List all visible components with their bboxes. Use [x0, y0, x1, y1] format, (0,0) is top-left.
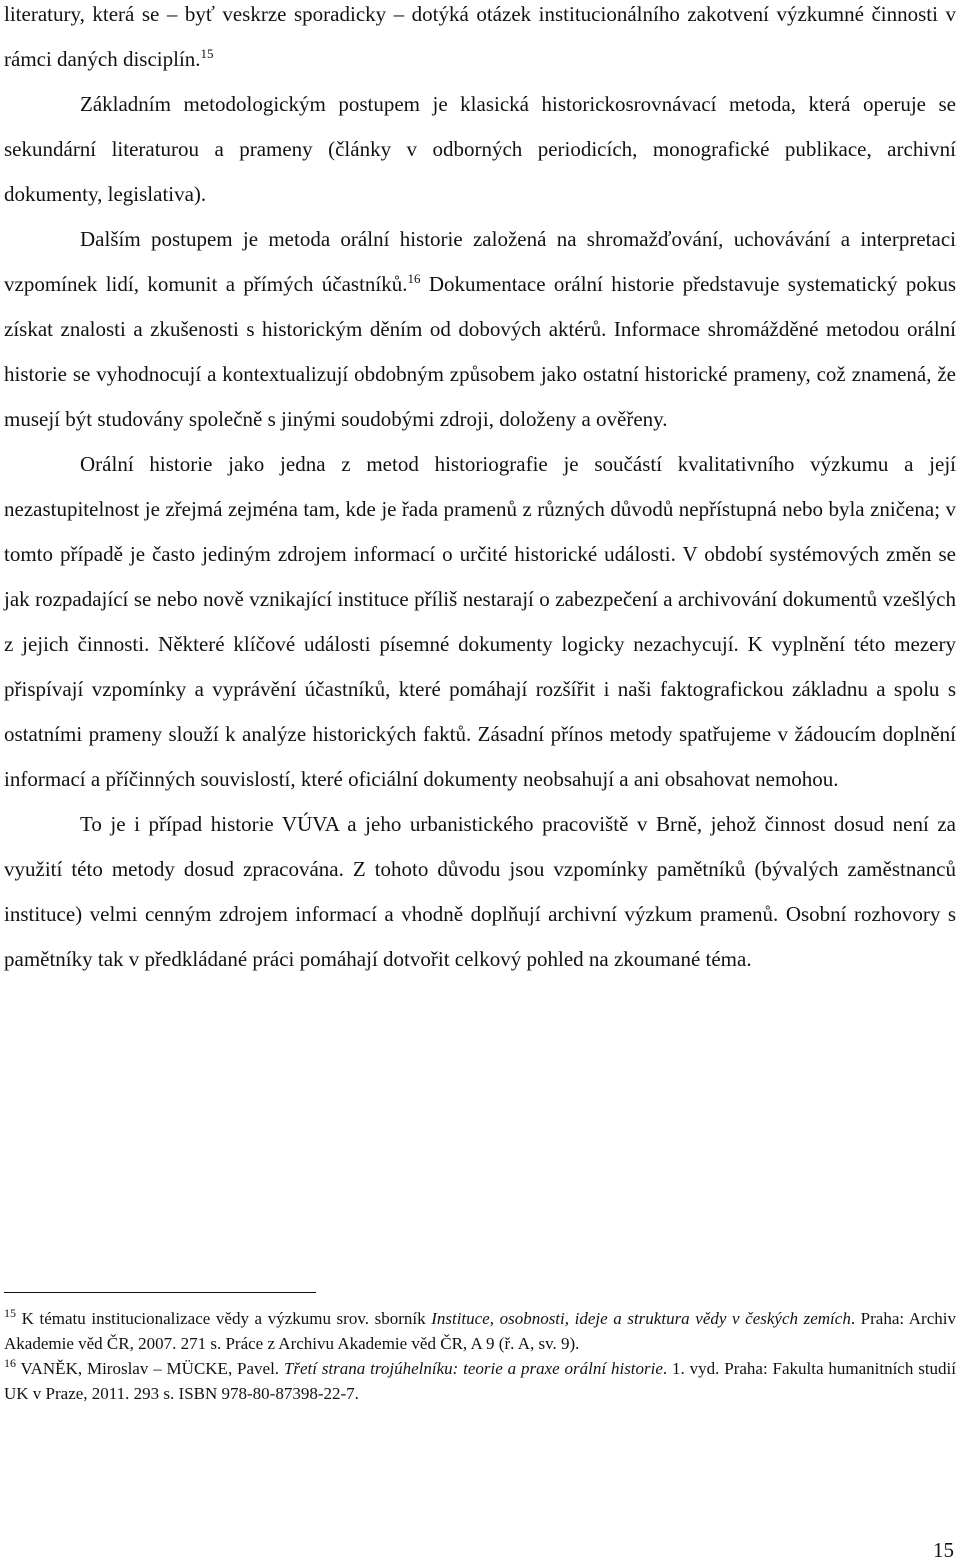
paragraph-text: Dalším postupem je metoda orální historie založená na shromažďování, uchovávání a interpretaci vzpomínek lidí, komunit a přímých účastníků.	[4, 227, 956, 296]
paragraph	[4, 82, 956, 217]
paragraph	[4, 217, 956, 442]
body-text	[4, 0, 956, 982]
footnote-16	[4, 1356, 956, 1406]
footnote-number: 15	[4, 1306, 16, 1320]
footnote-number: 16	[4, 1356, 16, 1370]
footnote-text: VANĚK, Miroslav – MÜCKE, Pavel.	[16, 1359, 284, 1378]
paragraph	[4, 442, 956, 802]
footnote-text: . Praha: Archiv Akademie věd ČR, 2007. 271 s. Práce z Archivu Akademie věd ČR, A 9 (ř. A, sv. 9).	[4, 1309, 956, 1353]
paragraph-text: Základním metodologickým postupem je klasická historickosrovnávací metoda, která operuje se sekundární literaturou a prameny (články v odborných periodicích, monografické publikace, archivní dokumenty, legislativa).	[4, 92, 956, 206]
footnote-15	[4, 1306, 956, 1356]
paragraph	[4, 802, 956, 982]
footnote-italic-title: Instituce, osobnosti, ideje a struktura vědy v českých zemích	[431, 1309, 851, 1328]
paragraph	[4, 0, 956, 82]
page-number: 15	[933, 1538, 954, 1562]
footnote-italic-title: Třetí strana trojúhelníku: teorie a praxe orální historie	[283, 1359, 663, 1378]
footnote-text: K tématu institucionalizace vědy a výzkumu srov. sborník	[16, 1309, 432, 1328]
footnote-ref-16: 16	[407, 271, 421, 286]
footnote-ref-15: 15	[200, 46, 214, 61]
footnotes	[4, 1306, 956, 1406]
paragraph-text: Orální historie jako jedna z metod historiografie je součástí kvalitativního výzkumu a její nezastupitelnost je zřejmá zejména tam, kde je řada pramenů z různých důvodů nepřístupná nebo byla zničena; v tomto případě je často jediným zdrojem informací o určité historické události. V období systémových změn se jak rozpadající se nebo nově vznikající instituce příliš nestarají o zabezpečení a archivování dokumentů vzešlých z jejich činnosti. Některé klíčové události písemné dokumenty logicky nezachycují. K vyplnění této mezery přispívají vzpomínky a vyprávění účastníků, které pomáhají rozšířit i naši faktografickou základnu a spolu s ostatními prameny slouží k analýze historických faktů. Zásadní přínos metody spatřujeme v žádoucím doplnění informací a příčinných souvislostí, které oficiální dokumenty neobsahují a ani obsahovat nemohou.	[4, 452, 956, 791]
paragraph-text: To je i případ historie VÚVA a jeho urbanistického pracoviště v Brně, jehož činnost dosud není za využití této metody dosud zpracována. Z tohoto důvodu jsou vzpomínky pamětníků (bývalých zaměstnanců instituce) velmi cenným zdrojem informací a vhodně doplňují archivní výzkum pramenů. Osobní rozhovory s pamětníky tak v předkládané práci pomáhají dotvořit celkový pohled na zkoumané téma.	[4, 812, 956, 971]
paragraph-text: Dokumentace orální historie představuje systematický pokus získat znalosti a zkušenosti s historickým děním od dobových aktérů. Informace shromážděné metodou orální historie se vyhodnocují a kontextualizují obdobným způsobem jako ostatní historické prameny, což znamená, že musejí být studovány společně s jinými soudobými zdroji, doloženy a ověřeny.	[4, 272, 956, 431]
footnote-text: . 1. vyd. Praha: Fakulta humanitních studií UK v Praze, 2011. 293 s. ISBN 978-80-87398-22-7.	[4, 1359, 956, 1403]
footnote-separator	[4, 1292, 316, 1293]
paragraph-text: literatury, která se – byť veskrze sporadicky – dotýká otázek institucionálního zakotvení výzkumné činnosti v rámci daných disciplín.	[4, 2, 956, 71]
